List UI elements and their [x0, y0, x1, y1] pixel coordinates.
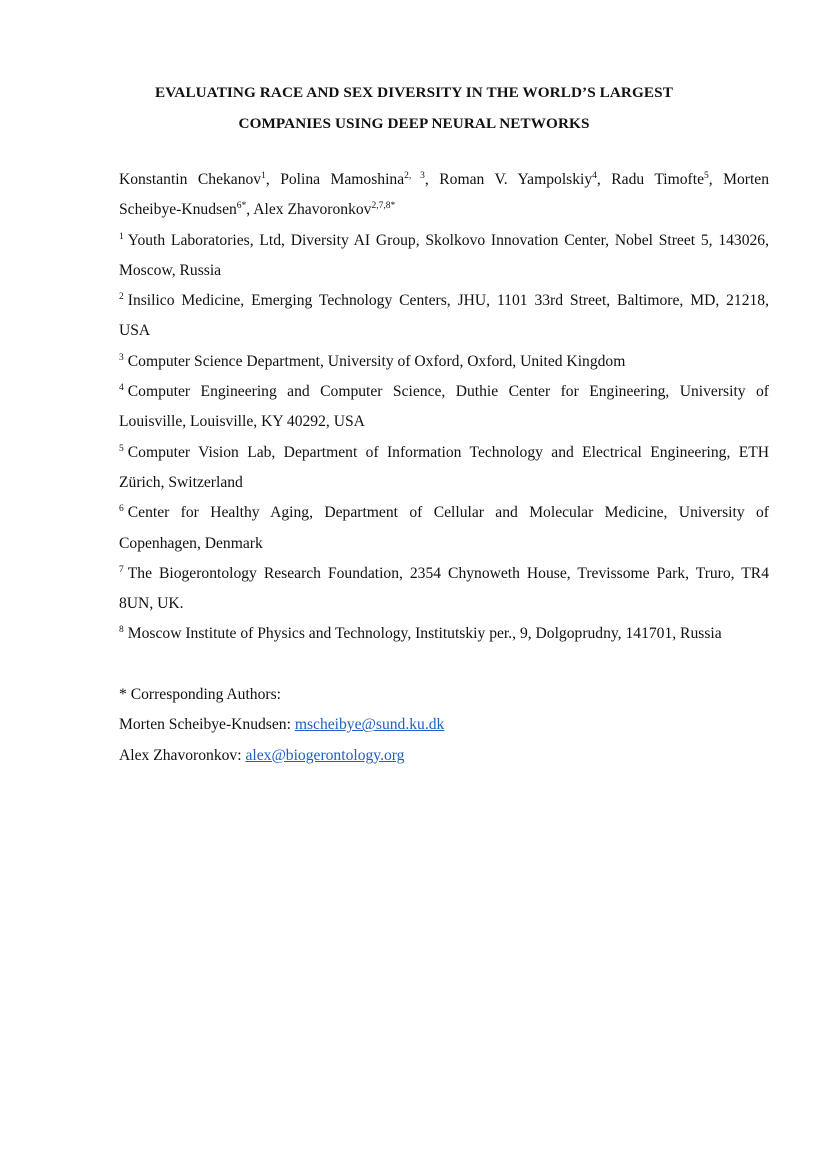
front-matter: [119, 165, 769, 771]
affiliation-7: $^7$ The Biogerontology Research Foundation, 2354 Chynoweth House, Trevissome Park, Truro, TR4 8UN, UK.: [119, 564, 769, 613]
corresponding-authors: [119, 680, 769, 771]
contact-label: Alex Zhavoronkov:: [119, 746, 246, 764]
paper-title: [0, 78, 828, 139]
affiliation-2: $^2$ Insilico Medicine, Emerging Technology Centers, JHU, 1101 33rd Street, Baltimore, MD, 21218, USA: [119, 292, 769, 340]
email-link[interactable]: alex@biogerontology.org: [245, 746, 405, 764]
affiliation-3: $^3$ Computer Science Department, University of Oxford, Oxford, United Kingdom: [119, 352, 626, 370]
contact-label: Morten Scheibye-Knudsen:: [119, 716, 295, 734]
author: Alex Zhavoronkov$^{2,7,8*}$: [253, 201, 396, 219]
author: Polina Mamoshina$^{2, 3}$,: [280, 171, 440, 188]
corresponding-contact: [119, 710, 769, 740]
affiliation-4: $^4$ Computer Engineering and Computer Science, Duthie Center for Engineering, University of Louisville, Louisville, KY 40292, USA: [119, 383, 769, 431]
title-line-1: EVALUATING RACE AND SEX DIVERSITY IN THE WORLD’S LARGEST: [155, 84, 673, 101]
author: Roman V. Yampolskiy$^4$,: [439, 171, 612, 188]
affiliation-8: $^8$ Moscow Institute of Physics and Technology, Institutskiy per., 9, Dolgoprudny, 141701, Russia: [119, 625, 722, 643]
author-list: [119, 165, 769, 226]
corresponding-heading: * Corresponding Authors:: [119, 686, 281, 704]
author: Morten Scheibye-Knudsen$^{6*}$,: [119, 171, 770, 219]
spacer: [119, 650, 769, 680]
email-link[interactable]: mscheibye@sund.ku.dk: [294, 716, 445, 734]
author: Konstantin Chekanov$^1$,: [119, 171, 281, 188]
affiliation-1: $^1$ Youth Laboratories, Ltd, Diversity AI Group, Skolkovo Innovation Center, Nobel Street 5, 143026, Moscow, Russia: [119, 231, 769, 279]
affiliation-5: $^5$ Computer Vision Lab, Department of Information Technology and Electrical Engineering, ETH Zürich, Switzerland: [119, 443, 769, 491]
corresponding-contact: [119, 741, 769, 771]
affiliation-6: $^6$ Center for Healthy Aging, Department of Cellular and Molecular Medicine, University of Copenhagen, Denmark: [119, 504, 769, 552]
title-line-2: COMPANIES USING DEEP NEURAL NETWORKS: [238, 114, 590, 132]
author: Radu Timofte$^5$,: [611, 171, 724, 188]
